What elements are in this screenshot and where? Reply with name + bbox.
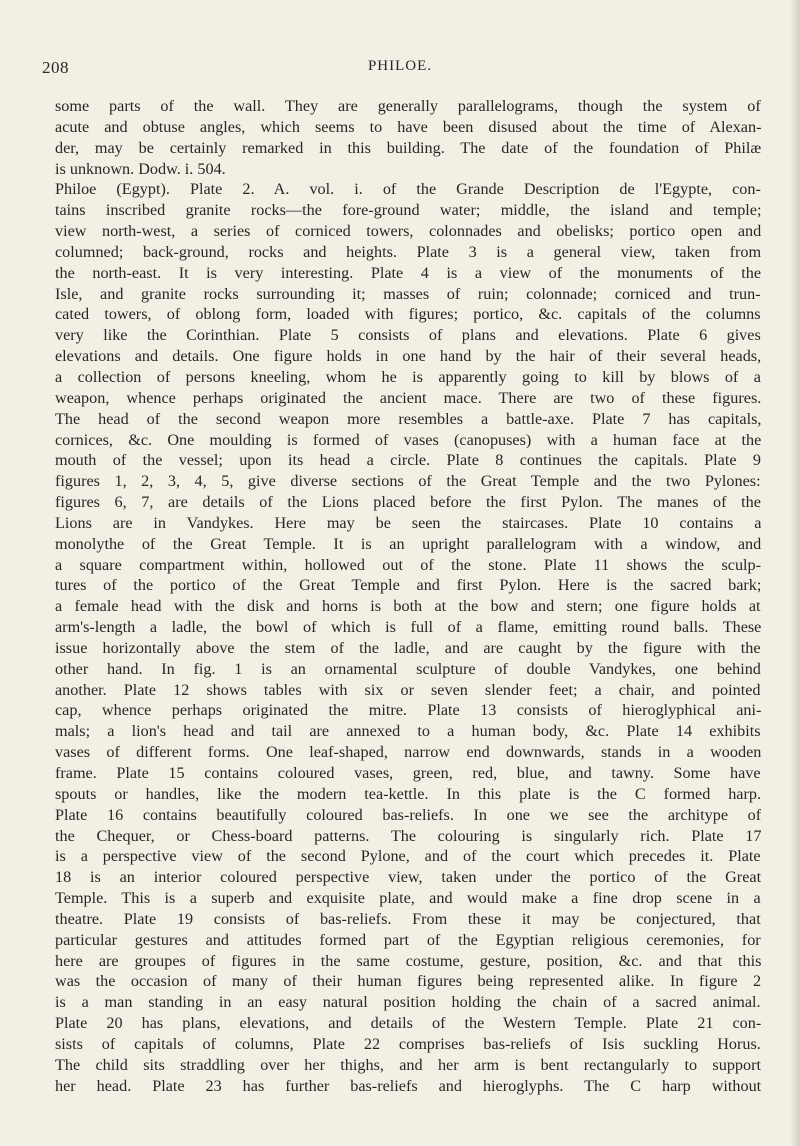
text-line: some parts of the wall. They are generally parallelograms, though the system of xyxy=(55,97,761,115)
text-line: is unknown. Dodw. i. 504. xyxy=(55,159,226,178)
text-line: theatre. Plate 19 consists of bas-reliefs. From these it may be conjectured, that xyxy=(55,909,761,928)
text-line: spouts or handles, like the modern tea-kettle. In this plate is the C formed harp. xyxy=(55,784,761,803)
text-line: figures 1, 2, 3, 4, 5, give diverse sections of the Great Temple and the two Pylones: xyxy=(55,472,761,491)
text-line: The child sits straddling over her thighs, and her arm is bent rectangularly to support xyxy=(55,1055,761,1074)
text-line: frame. Plate 15 contains coloured vases, green, red, blue, and tawny. Some have xyxy=(55,764,761,782)
text-line: cap, whence perhaps originated the mitre. Plate 13 consists of hieroglyphical ani- xyxy=(55,701,761,720)
page-number: 208 xyxy=(42,58,69,77)
text-line: is a man standing in an easy natural position holding the chain of a sacred animal. xyxy=(55,993,761,1012)
text-line: other hand. In fig. 1 is an ornamental sculpture of double Vandykes, one behind xyxy=(55,659,761,678)
text-line: cornices, &c. One moulding is formed of vases (canopuses) with a human face at the xyxy=(55,430,761,449)
text-line: acute and obtuse angles, which seems to have been disused about the time of Alexan- xyxy=(55,117,761,136)
text-line: her head. Plate 23 has further bas-reliefs and hieroglyphs. The C harp without xyxy=(55,1076,761,1095)
text-line: weapon, whence perhaps originated the ancient mace. There are two of these figures. xyxy=(55,388,761,407)
text-line: a square compartment within, hollowed out of the stone. Plate 11 shows the sculp- xyxy=(55,555,761,574)
text-line: a female head with the disk and horns is both at the bow and stern; one figure holds at xyxy=(55,597,761,616)
text-line: cated towers, of oblong form, loaded with figures; portico, &c. capitals of the columns xyxy=(55,305,761,324)
text-line: sists of capitals of columns, Plate 22 comprises bas-reliefs of Isis suckling Horus. xyxy=(55,1034,761,1053)
text-line: elevations and details. One figure holds in one hand by the hair of their several heads, xyxy=(55,347,761,366)
text-line: another. Plate 12 shows tables with six or seven slender feet; a chair, and pointed xyxy=(55,680,761,699)
text-line: der, may be certainly remarked in this building. The date of the foundation of Philæ xyxy=(55,138,761,157)
text-line: Philoe (Egypt). Plate 2. A. vol. i. of the Grande Description de l'Egypte, con- xyxy=(55,180,761,199)
text-line: monolythe of the Great Temple. It is an upright parallelogram with a window, and xyxy=(55,534,761,553)
text-line: vases of different forms. One leaf-shaped, narrow end downwards, stands in a wooden xyxy=(55,743,761,762)
text-line: figures 6, 7, are details of the Lions placed before the first Pylon. The manes of the xyxy=(55,493,761,512)
text-line: Plate 20 has plans, elevations, and details of the Western Temple. Plate 21 con- xyxy=(55,1014,761,1033)
page-edge-shadow xyxy=(790,0,800,1146)
text-line: tures of the portico of the Great Temple and first Pylon. Here is the sacred bark; xyxy=(55,576,761,595)
text-line: is a perspective view of the second Pylone, and of the court which precedes it. Plate xyxy=(55,847,761,866)
page-header xyxy=(42,58,758,82)
running-head: PHILOE. xyxy=(367,58,433,74)
text-line: Isle, and granite rocks surrounding it; masses of ruin; colonnade; corniced and trun- xyxy=(55,284,761,303)
text-line: was the occasion of many of their human figures being represented alike. In figure 2 xyxy=(55,972,761,991)
text-line: Plate 16 contains beautifully coloured bas-reliefs. In one we see the architype of xyxy=(55,805,761,824)
text-line: mals; a lion's head and tail are annexed to a human body, &c. Plate 14 exhibits xyxy=(55,722,761,741)
text-line: the north-east. It is very interesting. Plate 4 is a view of the monuments of the xyxy=(55,263,761,282)
text-line: view north-west, a series of corniced towers, colonnades and obelisks; portico open and xyxy=(55,222,761,241)
text-line: here are groupes of figures in the same costume, gesture, position, &c. and that this xyxy=(55,951,761,970)
body-text xyxy=(55,96,761,1097)
text-line: the Chequer, or Chess-board patterns. The colouring is singularly rich. Plate 17 xyxy=(55,826,761,845)
text-line: particular gestures and attitudes formed part of the Egyptian religious ceremonies, for xyxy=(55,930,761,949)
text-line: The head of the second weapon more resembles a battle-axe. Plate 7 has capitals, xyxy=(55,409,761,428)
text-line: mouth of the vessel; upon its head a circle. Plate 8 continues the capitals. Plate 9 xyxy=(55,451,761,470)
text-line: 18 is an interior coloured perspective view, taken under the portico of the Great xyxy=(55,868,761,887)
text-line: very like the Corinthian. Plate 5 consists of plans and elevations. Plate 6 gives xyxy=(55,326,761,345)
text-line: columned; back-ground, rocks and heights. Plate 3 is a general view, taken from xyxy=(55,242,761,261)
text-line: issue horizontally above the stem of the ladle, and are caught by the figure with the xyxy=(55,638,761,657)
text-line: arm's-length a ladle, the bowl of which is full of a flame, emitting round balls. These xyxy=(55,618,761,637)
text-line: a collection of persons kneeling, whom he is apparently going to kill by blows of a xyxy=(55,367,761,386)
text-line: Lions are in Vandykes. Here may be seen the staircases. Plate 10 contains a xyxy=(55,513,761,532)
text-line: Temple. This is a superb and exquisite plate, and would make a fine drop scene in a xyxy=(55,889,761,908)
text-line: tains inscribed granite rocks—the fore-ground water; middle, the island and temple; xyxy=(55,201,761,220)
